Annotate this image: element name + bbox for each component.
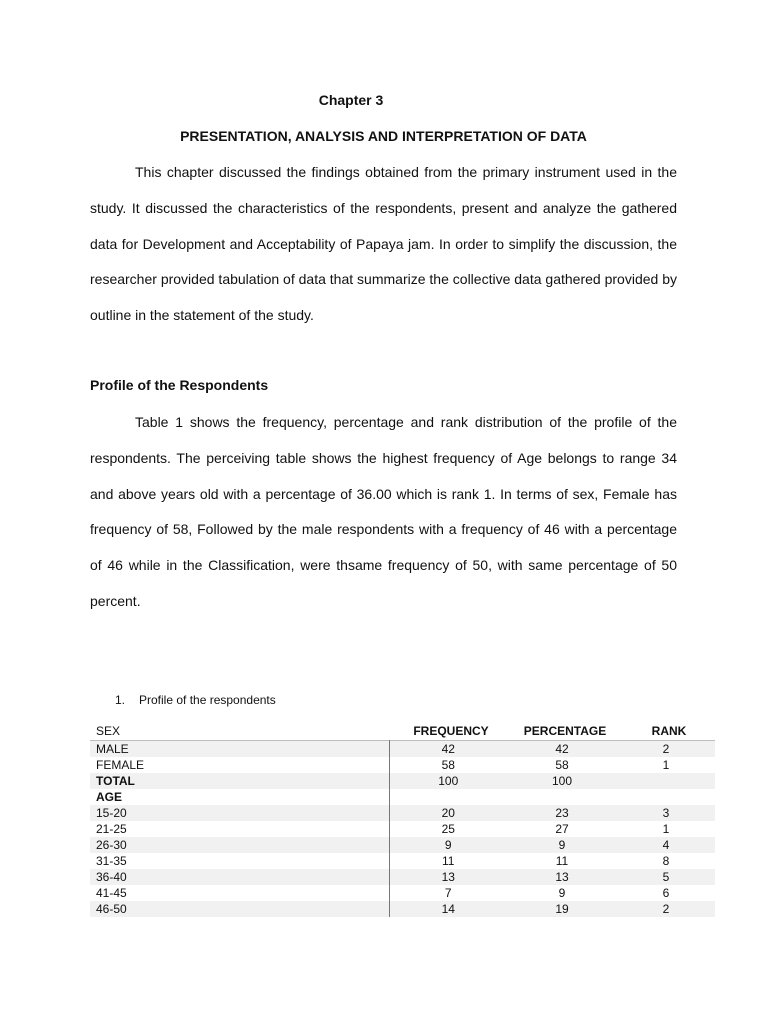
row-frequency: 20 — [389, 805, 507, 821]
row-percentage: 42 — [555, 742, 569, 756]
row-percentage: 27 — [555, 822, 569, 836]
table-caption — [115, 693, 276, 707]
chapter-number: Chapter 3 — [318, 92, 384, 108]
row-percentage: 100 — [551, 774, 573, 788]
intro-paragraph: This chapter discussed the findings obtained from the primary instrument used in the study. It discussed the characteristics of the respondents, present and analyze the gathered data for Development and Acceptability of Papaya jam. In order to simplify the discussion, the researcher provided tabulation of data that summarize the collective data gathered provided by outline in the statement of the study. — [90, 164, 677, 324]
row-frequency — [389, 789, 507, 805]
profile-paragraph: Table 1 shows the frequency, percentage and rank distribution of the profile of the respondents. The perceiving table shows the highest frequency of Age belongs to range 34 and above years old with a percentage of 36.00 which is rank 1. In terms of sex, Female has frequency of 58, Followed by the male respondents with a frequency of 46 with a percentage of 46 while in the Classification, were thsame frequency of 50, with same percentage of 50 percent. — [90, 414, 677, 609]
row-label: 31-35 — [96, 854, 127, 868]
header-percentage: PERCENTAGE — [523, 724, 607, 738]
row-percentage: 9 — [558, 886, 566, 900]
table-row — [90, 821, 715, 837]
table-caption-number: 1. — [115, 693, 126, 707]
row-rank: 2 — [662, 742, 670, 756]
table-row — [90, 869, 715, 885]
row-percentage: 9 — [558, 838, 566, 852]
table-row — [90, 885, 715, 901]
header-frequency: FREQUENCY — [413, 724, 489, 738]
row-frequency: 11 — [389, 853, 507, 869]
row-rank: 4 — [662, 838, 670, 852]
row-frequency: 100 — [389, 773, 507, 789]
row-rank: 3 — [662, 806, 670, 820]
row-frequency: 14 — [389, 901, 507, 917]
row-label: 46-50 — [96, 902, 127, 916]
table-header-row — [90, 722, 715, 741]
table-row — [90, 853, 715, 869]
row-label: AGE — [96, 790, 123, 804]
row-frequency: 25 — [389, 821, 507, 837]
section-heading: Profile of the Respondents — [90, 377, 269, 393]
row-label: 26-30 — [96, 838, 127, 852]
row-rank: 1 — [662, 758, 670, 772]
row-percentage: 11 — [555, 854, 569, 868]
row-percentage: 13 — [555, 870, 569, 884]
row-frequency: 13 — [389, 869, 507, 885]
row-rank: 1 — [662, 822, 670, 836]
row-label: 36-40 — [96, 870, 127, 884]
row-label: 21-25 — [96, 822, 127, 836]
row-frequency: 7 — [389, 885, 507, 901]
row-label: MALE — [96, 742, 129, 756]
row-frequency: 9 — [389, 837, 507, 853]
table-row — [90, 741, 715, 758]
row-rank: 6 — [662, 886, 670, 900]
row-label: FEMALE — [96, 758, 145, 772]
table-row — [90, 789, 715, 805]
row-rank: 5 — [662, 870, 670, 884]
header-sex: SEX — [96, 724, 121, 738]
row-label: TOTAL — [96, 774, 135, 788]
header-rank: RANK — [651, 724, 687, 738]
row-label: 15-20 — [96, 806, 127, 820]
row-rank — [617, 773, 715, 789]
profile-table — [90, 722, 715, 917]
row-frequency: 58 — [389, 757, 507, 773]
table-caption-text: Profile of the respondents — [139, 693, 276, 707]
chapter-title: PRESENTATION, ANALYSIS AND INTERPRETATION OF DATA — [180, 128, 587, 144]
table-row — [90, 901, 715, 917]
row-percentage: 58 — [555, 758, 569, 772]
table-row — [90, 837, 715, 853]
row-percentage: 19 — [555, 902, 569, 916]
table-row — [90, 773, 715, 789]
row-frequency: 42 — [389, 741, 507, 758]
row-percentage — [507, 789, 617, 805]
table-row — [90, 805, 715, 821]
row-rank — [617, 789, 715, 805]
row-label: 41-45 — [96, 886, 127, 900]
row-rank: 2 — [662, 902, 670, 916]
row-rank: 8 — [662, 854, 670, 868]
table-row — [90, 757, 715, 773]
row-percentage: 23 — [555, 806, 569, 820]
